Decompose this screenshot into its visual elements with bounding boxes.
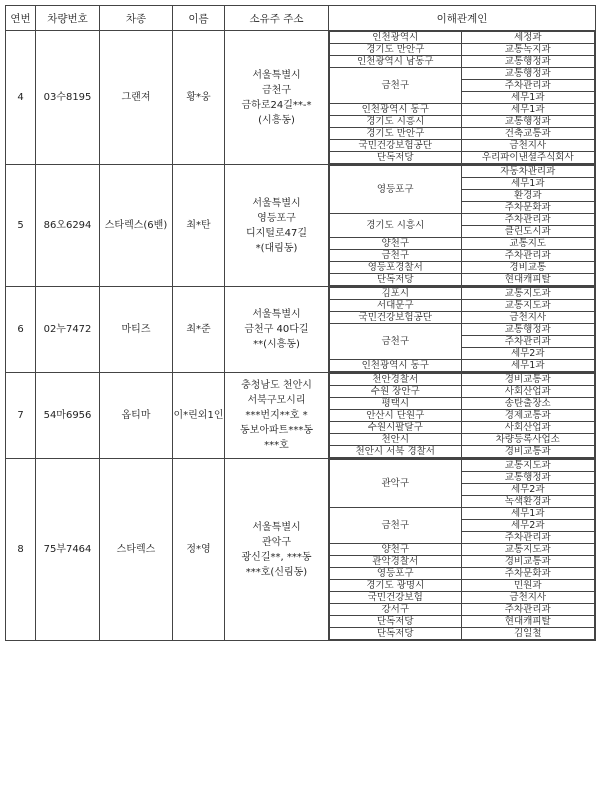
- party-org: 평택시: [330, 398, 462, 410]
- record-name: 정*영: [173, 459, 225, 641]
- party-row: [330, 140, 595, 152]
- record-address: [225, 165, 329, 287]
- record-name: 황*웅: [173, 31, 225, 165]
- party-org: 국민건강보험공단: [330, 140, 462, 152]
- address-line: (시흥동): [258, 114, 295, 126]
- address-line: *(대림동): [255, 242, 298, 254]
- party-row: [330, 68, 595, 80]
- party-row: [330, 568, 595, 580]
- party-dept: 세무1과: [461, 104, 595, 116]
- party-row: [330, 616, 595, 628]
- parties-table: [329, 165, 595, 286]
- header-plate: 차량번호: [36, 6, 100, 31]
- record-row: [6, 31, 596, 165]
- party-dept: 교통행정과: [461, 116, 595, 128]
- address-line: ***호: [264, 440, 289, 451]
- party-row: [330, 104, 595, 116]
- party-dept: 경비교통과: [461, 374, 595, 386]
- party-org: 경기도 시흥시: [330, 116, 462, 128]
- party-org: 안산시 단원구: [330, 410, 462, 422]
- record-parties: [329, 31, 596, 165]
- party-dept: 주차관리과: [461, 250, 595, 262]
- party-dept: 경비교통과: [461, 556, 595, 568]
- party-org: 관악경찰서: [330, 556, 462, 568]
- record-model: 스타렉스(6밴): [100, 165, 173, 287]
- header-no: 연번: [6, 6, 36, 31]
- record-parties: [329, 287, 596, 373]
- party-row: [330, 434, 595, 446]
- header-model: 차종: [100, 6, 173, 31]
- record-plate: 03수8195: [36, 31, 100, 165]
- party-row: [330, 422, 595, 434]
- party-org: 경기도 시흥시: [330, 214, 462, 238]
- record-no: 7: [6, 373, 36, 459]
- party-dept: 교통지도과: [461, 460, 595, 472]
- record-model: 그랜져: [100, 31, 173, 165]
- party-dept: 경제교통과: [461, 410, 595, 422]
- record-plate: 54마6956: [36, 373, 100, 459]
- party-org: 천안시 서북 경찰서: [330, 446, 462, 458]
- party-org: 경기도 만안구: [330, 44, 462, 56]
- party-org: 인천광역시 동구: [330, 104, 462, 116]
- party-dept: 교통행정과: [461, 472, 595, 484]
- party-dept: 녹색환경과: [461, 496, 595, 508]
- address-line: 금천구 40다길: [244, 324, 309, 335]
- record-plate: 02누7472: [36, 287, 100, 373]
- party-org: 경기도 만안구: [330, 128, 462, 140]
- party-row: [330, 56, 595, 68]
- party-org: 천안경찰서: [330, 374, 462, 386]
- party-dept: 세무2과: [461, 520, 595, 532]
- party-dept: 주차관리과: [461, 336, 595, 348]
- party-row: [330, 116, 595, 128]
- address-line: 동보아파트***동: [240, 425, 313, 436]
- record-address: [225, 287, 329, 373]
- party-dept: 교통지도과: [461, 544, 595, 556]
- address-line: ***번지**호 *: [245, 410, 308, 421]
- parties-table: [329, 459, 595, 640]
- party-org: 인천광역시: [330, 32, 462, 44]
- party-org: 금천구: [330, 68, 462, 104]
- records-body: [6, 31, 596, 641]
- record-name: 최*탄: [173, 165, 225, 287]
- party-dept: 건축교통과: [461, 128, 595, 140]
- party-row: [330, 32, 595, 44]
- party-dept: 주차관리과: [461, 80, 595, 92]
- party-org: 김포시: [330, 288, 462, 300]
- party-row: [330, 152, 595, 164]
- address-line: 서울특별시: [252, 309, 301, 320]
- record-model: 스타렉스: [100, 459, 173, 641]
- document-sheet: [5, 5, 595, 641]
- party-org: 인천광역시 동구: [330, 360, 462, 372]
- party-dept: 세무1과: [461, 178, 595, 190]
- party-row: [330, 250, 595, 262]
- party-row: [330, 288, 595, 300]
- address-line: 관악구: [262, 536, 291, 548]
- party-org: 영등포구: [330, 166, 462, 214]
- party-row: [330, 262, 595, 274]
- party-org: 서대문구: [330, 300, 462, 312]
- party-org: 양천구: [330, 544, 462, 556]
- party-dept: 주차관리과: [461, 604, 595, 616]
- party-org: 인천광역시 남동구: [330, 56, 462, 68]
- party-dept: 세무1과: [461, 92, 595, 104]
- party-dept: 교통행정과: [461, 56, 595, 68]
- party-dept: 세정과: [461, 32, 595, 44]
- address-line: 서울특별시: [252, 521, 301, 533]
- party-dept: 주차관리과: [461, 214, 595, 226]
- header-address: 소유주 주소: [225, 6, 329, 31]
- party-row: [330, 398, 595, 410]
- address-line: ***호(신림동): [245, 566, 308, 578]
- address-line: 충청남도 천안시: [241, 380, 312, 391]
- party-dept: 주차문화과: [461, 568, 595, 580]
- record-name: 최*준: [173, 287, 225, 373]
- party-dept: 현대캐피탈: [461, 274, 595, 286]
- party-row: [330, 238, 595, 250]
- party-dept: 금천지사: [461, 312, 595, 324]
- record-model: 마티즈: [100, 287, 173, 373]
- record-row: [6, 373, 596, 459]
- party-org: 영등포구: [330, 568, 462, 580]
- party-dept: 환경과: [461, 190, 595, 202]
- party-dept: 주차문화과: [461, 202, 595, 214]
- record-parties: [329, 459, 596, 641]
- party-dept: 김일철: [461, 628, 595, 640]
- party-org: 단독저당: [330, 274, 462, 286]
- party-row: [330, 604, 595, 616]
- parties-table: [329, 373, 595, 458]
- party-dept: 세무2과: [461, 348, 595, 360]
- party-dept: 교통지도과: [461, 300, 595, 312]
- party-dept: 경비교통과: [461, 446, 595, 458]
- record-plate: 75부7464: [36, 459, 100, 641]
- party-dept: 금천지사: [461, 140, 595, 152]
- party-org: 단독저당: [330, 152, 462, 164]
- party-dept: 우리파이낸셜주식회사: [461, 152, 595, 164]
- address-line: **(시흥동): [253, 339, 300, 350]
- address-line: 서북구모시리: [247, 395, 306, 406]
- party-row: [330, 592, 595, 604]
- address-line: 서울특별시: [252, 197, 301, 209]
- party-dept: 주차관리과: [461, 532, 595, 544]
- party-dept: 사회산업과: [461, 386, 595, 398]
- party-dept: 송탄출장소: [461, 398, 595, 410]
- party-org: 단독저당: [330, 616, 462, 628]
- party-org: 국민건강보험공단: [330, 312, 462, 324]
- party-row: [330, 628, 595, 640]
- vehicle-records-table: [5, 5, 596, 641]
- record-parties: [329, 373, 596, 459]
- record-address: [225, 459, 329, 641]
- record-no: 4: [6, 31, 36, 165]
- record-row: [6, 459, 596, 641]
- party-org: 경기도 광명시: [330, 580, 462, 592]
- party-row: [330, 166, 595, 178]
- party-dept: 교통행정과: [461, 68, 595, 80]
- record-model: 옵티마: [100, 373, 173, 459]
- record-address: [225, 31, 329, 165]
- address-line: 영등포구: [257, 212, 296, 224]
- parties-table: [329, 31, 595, 164]
- party-org: 금천구: [330, 250, 462, 262]
- header-row: [6, 6, 596, 31]
- party-row: [330, 300, 595, 312]
- party-row: [330, 312, 595, 324]
- party-row: [330, 44, 595, 56]
- header-parties: 이해관계인: [329, 6, 596, 31]
- party-org: 강서구: [330, 604, 462, 616]
- party-dept: 차량등록사업소: [461, 434, 595, 446]
- parties-table: [329, 287, 595, 372]
- party-row: [330, 374, 595, 386]
- party-dept: 현대캐피탈: [461, 616, 595, 628]
- party-row: [330, 128, 595, 140]
- party-org: 수원 장안구: [330, 386, 462, 398]
- party-dept: 사회산업과: [461, 422, 595, 434]
- party-org: 금천구: [330, 324, 462, 360]
- party-org: 관악구: [330, 460, 462, 508]
- record-no: 8: [6, 459, 36, 641]
- party-dept: 경비교통: [461, 262, 595, 274]
- record-no: 5: [6, 165, 36, 287]
- address-line: 디지털로47길: [245, 227, 308, 239]
- record-name: 이*린외1인: [173, 373, 225, 459]
- address-line: 광신길**, ***동: [241, 551, 312, 563]
- party-row: [330, 460, 595, 472]
- party-row: [330, 386, 595, 398]
- record-row: [6, 287, 596, 373]
- record-row: [6, 165, 596, 287]
- party-org: 영등포경찰서: [330, 262, 462, 274]
- address-line: 금하로24길**-*: [241, 99, 312, 111]
- party-row: [330, 556, 595, 568]
- record-no: 6: [6, 287, 36, 373]
- party-dept: 교통지도과: [461, 288, 595, 300]
- party-dept: 클린도시과: [461, 226, 595, 238]
- address-line: 서울특별시: [252, 69, 301, 81]
- header-name: 이름: [173, 6, 225, 31]
- party-row: [330, 580, 595, 592]
- party-org: 천안시: [330, 434, 462, 446]
- party-row: [330, 214, 595, 226]
- party-org: 단독저당: [330, 628, 462, 640]
- party-dept: 세무2과: [461, 484, 595, 496]
- party-org: 수원시팔달구: [330, 422, 462, 434]
- record-address: [225, 373, 329, 459]
- record-plate: 86오6294: [36, 165, 100, 287]
- party-org: 금천구: [330, 508, 462, 544]
- party-dept: 교통지도: [461, 238, 595, 250]
- record-parties: [329, 165, 596, 287]
- party-dept: 세무1과: [461, 508, 595, 520]
- party-row: [330, 544, 595, 556]
- party-org: 국민건강보험: [330, 592, 462, 604]
- party-org: 양천구: [330, 238, 462, 250]
- party-dept: 세무1과: [461, 360, 595, 372]
- party-row: [330, 410, 595, 422]
- party-row: [330, 274, 595, 286]
- party-row: [330, 360, 595, 372]
- party-dept: 교통녹지과: [461, 44, 595, 56]
- party-row: [330, 324, 595, 336]
- party-dept: 금천지사: [461, 592, 595, 604]
- party-dept: 민원과: [461, 580, 595, 592]
- party-dept: 자동차관리과: [461, 166, 595, 178]
- party-dept: 교통행정과: [461, 324, 595, 336]
- party-row: [330, 446, 595, 458]
- address-line: 금천구: [262, 84, 291, 96]
- party-row: [330, 508, 595, 520]
